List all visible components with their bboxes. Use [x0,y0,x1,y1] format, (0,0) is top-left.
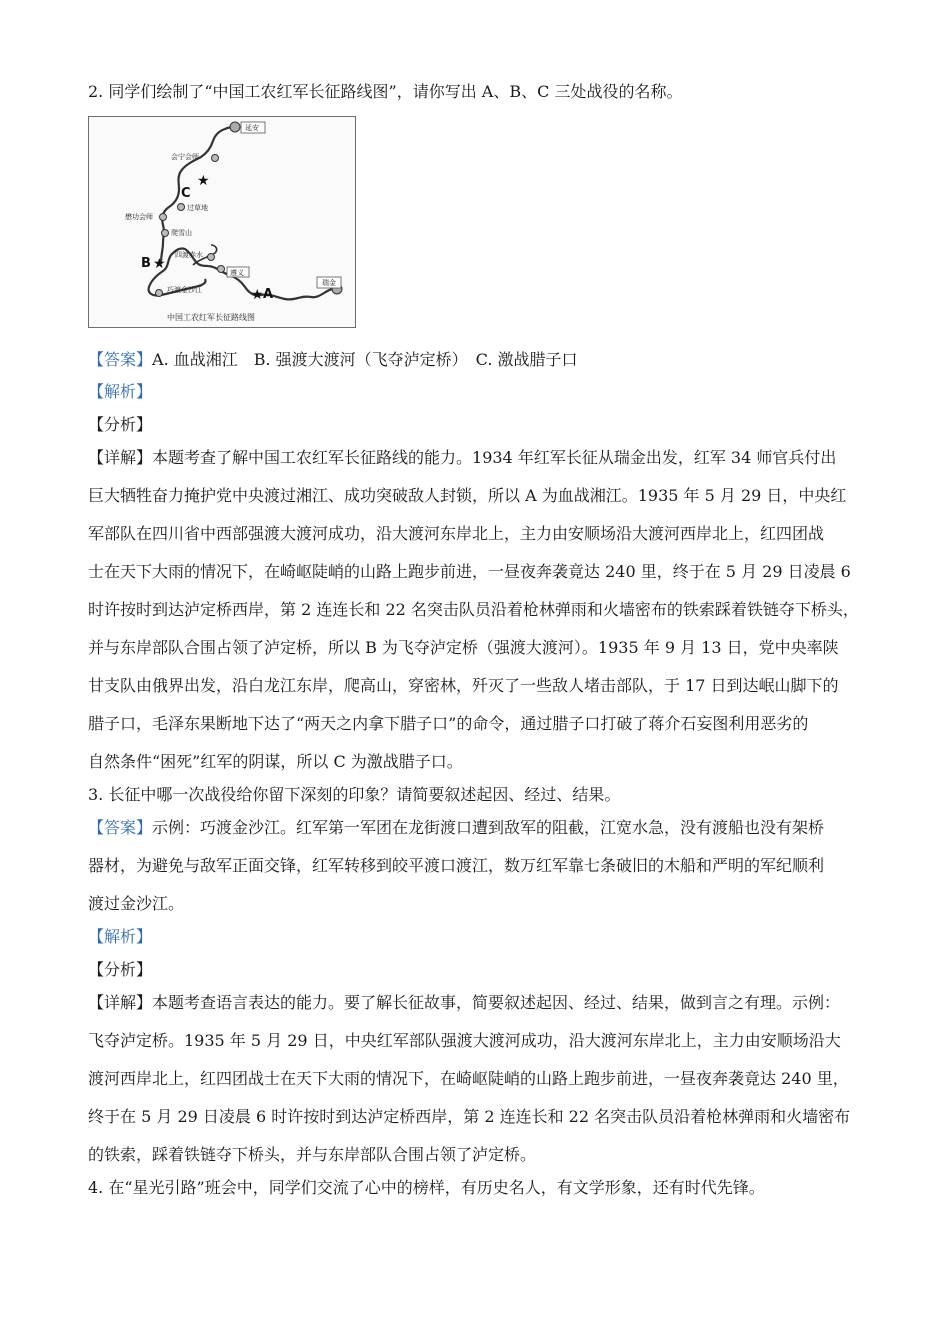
q2-detail-line-7: 甘支队由俄界出发，沿白龙江东岸，爬高山，穿密林，歼灭了一些敌人堵击部队，于 17 日到达岷山脚下的 [88,676,839,695]
q3-answer-line-2: 器材，为避免与敌军正面交锋，红军转移到皎平渡口渡江，数万红军靠七条破旧的木船和严明的军纪顺利 [88,856,825,875]
q3-answer-tag: 【答案】 [88,818,153,837]
q2-detail-line-1 [88,448,878,468]
q2-answer-text: A. 血战湘江 B. 强渡大渡河（飞夺泸定桥） C. 激战腊子口 [152,350,578,369]
question-4: 4. 在“星光引路”班会中，同学们交流了心中的榜样，有历史名人，有文学形象，还有时代先锋。 [88,1178,765,1197]
q3-detail-line-3: 渡河西岸北上，红四团战士在天下大雨的情况下，在崎岖陡峭的山路上跑步前进，一昼夜奔袭竟达 240 里， [88,1069,849,1088]
q3-fenxi: 【分析】 [88,960,153,979]
marker-b: B [141,256,151,271]
qiaodu-dot [156,290,163,297]
q3-answer-text: 示例：巧渡金沙江。红军第一军团在龙街渡口遭到敌军的阻截，江宽水急，没有渡船也没有架桥 [152,818,825,837]
star-a-icon: ★ [251,287,264,303]
yanan-dot [230,122,240,132]
question-2: 2. 同学们绘制了“中国工农红军长征路线图”，请你写出 A、B、C 三处战役的名称。 [88,82,683,101]
marker-a: A [263,287,274,302]
paxueshan-label: 爬雪山 [171,229,192,237]
zunyi-label: 遵义 [230,269,244,277]
star-c-icon: ★ [197,173,210,189]
guocaodi-label: 过草地 [187,204,208,212]
q2-detail-line-3: 军部队在四川省中西部强渡大渡河成功，沿大渡河东岸北上，主力由安顺场沿大渡河西岸北上，红四团战 [88,524,825,543]
q2-detail-line-2: 巨大牺牲奋力掩护党中央渡过湘江、成功突破敌人封锁，所以 A 为血战湘江。1935 年 5 月 29 日，中央红 [88,486,847,505]
q2-detail-line-8: 腊子口，毛泽东果断地下达了“两天之内拿下腊子口”的命令，通过腊子口打破了蒋介石妄图利用恶劣的 [88,714,809,733]
yanan-label: 延安 [245,124,259,132]
sidu-label: 四渡赤水 [175,251,203,259]
q2-jiexi-tag: 【解析】 [88,382,153,401]
huining-dot [212,155,219,162]
guocaodi-dot [178,204,185,211]
marker-c: C [181,186,191,201]
q2-detail-tag: 【详解】 [88,448,153,467]
zunyi-dot [218,266,225,273]
q3-answer-line-1 [88,818,878,838]
q3-detail-line-5: 的铁索，踩着铁链夺下桥头，并与东岸部队合围占领了泸定桥。 [88,1145,537,1164]
ruijin-label: 瑞金 [322,279,336,287]
q2-fenxi: 【分析】 [88,415,153,434]
paxueshan-dot [162,230,169,237]
route-map-figure [89,117,355,327]
star-b-icon: ★ [153,256,166,272]
q3-answer-line-3: 渡过金沙江。 [88,894,185,913]
q2-detail-line-5: 时许按时到达泸定桥西岸，第 2 连连长和 22 名突击队员沿着枪林弹雨和火墙密布的铁索踩着铁链夺下桥头， [88,600,859,619]
question-3: 3. 长征中哪一次战役给你留下深刻的印象？请简要叙述起因、经过、结果。 [88,785,621,804]
q2-answer-row [88,350,878,370]
q2-detail-line-6: 并与东岸部队合围占领了泸定桥，所以 B 为飞夺泸定桥（强渡大渡河）。1935 年 9 月 13 日，党中央率陕 [88,638,839,657]
q2-detail-text: 本题考查了解中国工农红军长征路线的能力。1934 年红军长征从瑞金出发，红军 34 师官兵付出 [152,448,837,467]
maogong-label: 懋功会师 [125,213,153,221]
q3-detail-tag: 【详解】 [88,993,153,1012]
huining-label: 会宁会师 [171,153,199,161]
qiaodu-label: 巧渡金沙江 [167,286,202,294]
q3-detail-text: 本题考查语言表达的能力。要了解长征故事，简要叙述起因、经过、结果，做到言之有理。示例： [152,993,841,1012]
q3-detail-line-4: 终于在 5 月 29 日凌晨 6 时许按时到达泸定桥西岸，第 2 连连长和 22 名突击队员沿着枪林弹雨和火墙密布 [88,1107,851,1126]
sidu-dot [208,254,215,261]
q2-answer-tag: 【答案】 [88,350,153,369]
maogong-dot [160,214,167,221]
q2-detail-line-9: 自然条件“困死”红军的阴谋，所以 C 为激战腊子口。 [88,752,463,771]
q3-detail-line-2: 飞夺泸定桥。1935 年 5 月 29 日，中央红军部队强渡大渡河成功，沿大渡河东岸北上，主力由安顺场沿大 [88,1031,841,1050]
q3-jiexi-tag: 【解析】 [88,927,153,946]
map-caption: 中国工农红军长征路线图 [167,313,255,322]
q2-detail-line-4: 士在天下大雨的情况下，在崎岖陡峭的山路上跑步前进，一昼夜奔袭竟达 240 里，终于在 5 月 29 日凌晨 6 [88,562,851,581]
q3-detail-line-1 [88,993,878,1013]
long-march-route-map [88,116,356,328]
